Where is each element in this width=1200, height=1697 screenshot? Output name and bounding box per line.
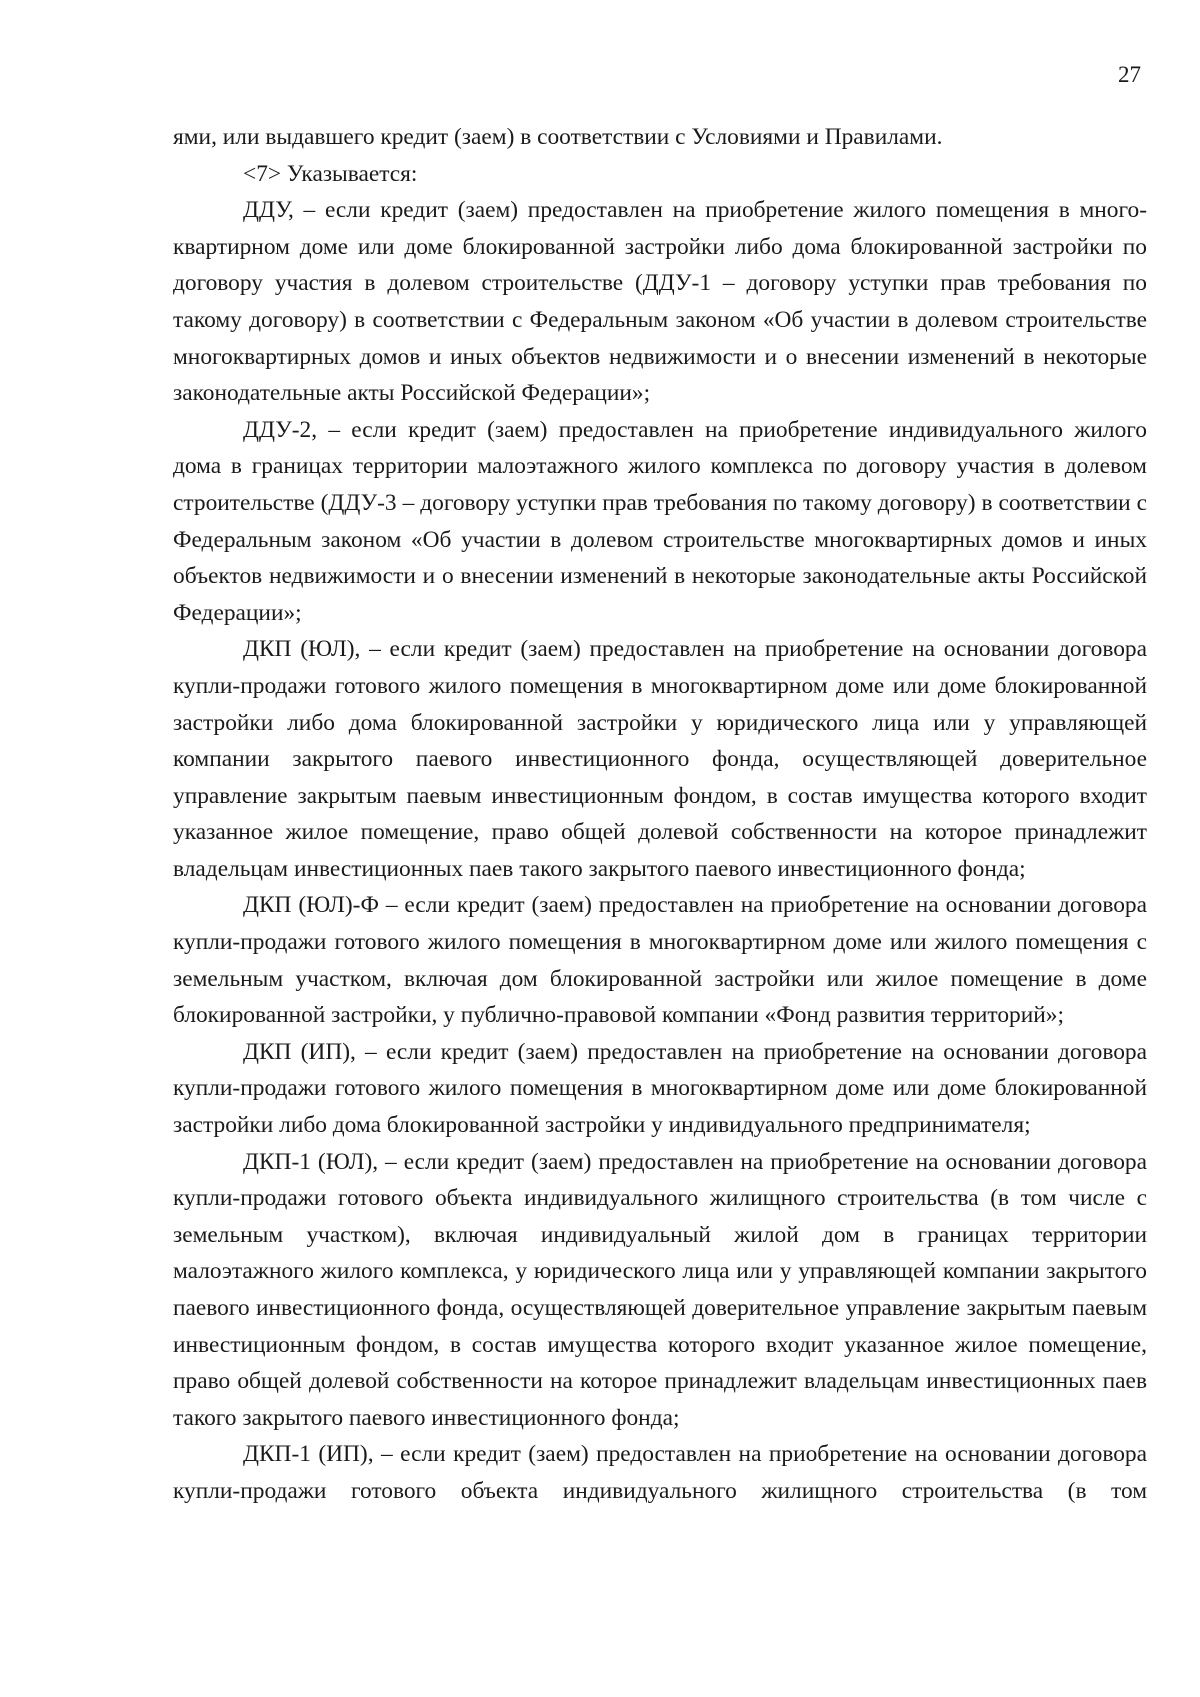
page-number: 27 (1118, 62, 1141, 87)
paragraph-ddu-2: ДДУ-2, – если кредит (заем) предоставлен на приобретение индивидуального жилого дома в границах территории малоэтажного жилого комплекса по договору участия в долевом строительстве (ДДУ-3 – договору уступки прав требования по такому договору) в соответствии с Федеральным законом «Об участии в долевом строительстве многоквартирных домов и иных объектов недвижимости и о внесении изменений в некоторые законодательные акты Российской Федерации»; (173, 416, 1147, 626)
paragraph-continuation: ями, или выдавшего кредит (заем) в соответствии с Условиями и Правилами. (173, 124, 943, 150)
paragraph-dkp-1-ip: ДКП-1 (ИП), – если кредит (заем) предоставлен на приобретение на основании договора купли-продажи готового объекта индивидуального жилищного строительства (в том (173, 1441, 1147, 1504)
paragraph-ddu: ДДУ, – если кредит (заем) предоставлен на приобретение жилого помещения в многоквартирном доме или доме блокированной застройки либо дома блокированной застройки по договору участия в долевом строительстве (ДДУ-1 – договору уступки прав требования по такому договору) в соответствии с Федеральным законом «Об участии в долевом строительстве многоквартирных домов и иных объектов недвижимости и о внесении изменений в некоторые законодательные акты Российской Федерации»; (173, 197, 1147, 407)
paragraph-footnote-7-heading: <7> Указывается: (243, 160, 418, 187)
document-body (173, 119, 1147, 1510)
paragraph-dkp-1-yul: ДКП-1 (ЮЛ), – если кредит (заем) предоставлен на приобретение на основании договора купли-продажи готового объекта индивидуального жилищного строительства (в том числе с земельным участком), включая индивидуальный жилой дом в границах территории малоэтажного жилого комплекса, у юридического лица или у управляющей компании закрытого паевого инвестиционного фонда, осуществляющей доверительное управление закрытым паевым инвестиционным фондом, в состав имущества которого входит указанное жилое помещение, право общей долевой собственности на которое принадлежит владельцам инвестиционных паев такого закрытого паевого инвестиционного фонда; (173, 1148, 1147, 1431)
paragraph-dkp-yul: ДКП (ЮЛ), – если кредит (заем) предоставлен на приобретение на основании договора купли-продажи готового жилого помещения в многоквартирном доме или доме блокированной застройки либо дома блокированной застройки у юридического лица или у управляющей компании закрытого паевого инвестиционного фонда, осуществляющей доверительное управление закрытым паевым инвестиционным фондом, в состав имущества которого входит указанное жилое помещение, право общей долевой собственности на которое принадлежит владельцам инвестиционных паев такого закрытого паевого инвестиционного фонда; (173, 636, 1147, 882)
paragraph-dkp-yul-f: ДКП (ЮЛ)-Ф – если кредит (заем) предоставлен на приобретение на основании договора купли-продажи готового жилого помещения в многоквартирном доме или жилого помещения с земельным участком, включая дом блокированной застройки или жилое помещение в доме блокированной застройки, у публично-правовой компании «Фонд развития территорий»; (173, 892, 1147, 1029)
paragraph-dkp-ip: ДКП (ИП), – если кредит (заем) предоставлен на приобретение на основании договора купли-продажи готового жилого помещения в многоквартирном доме или доме блокированной застройки либо дома блокированной застройки у индивидуального предпринимателя; (173, 1038, 1147, 1139)
